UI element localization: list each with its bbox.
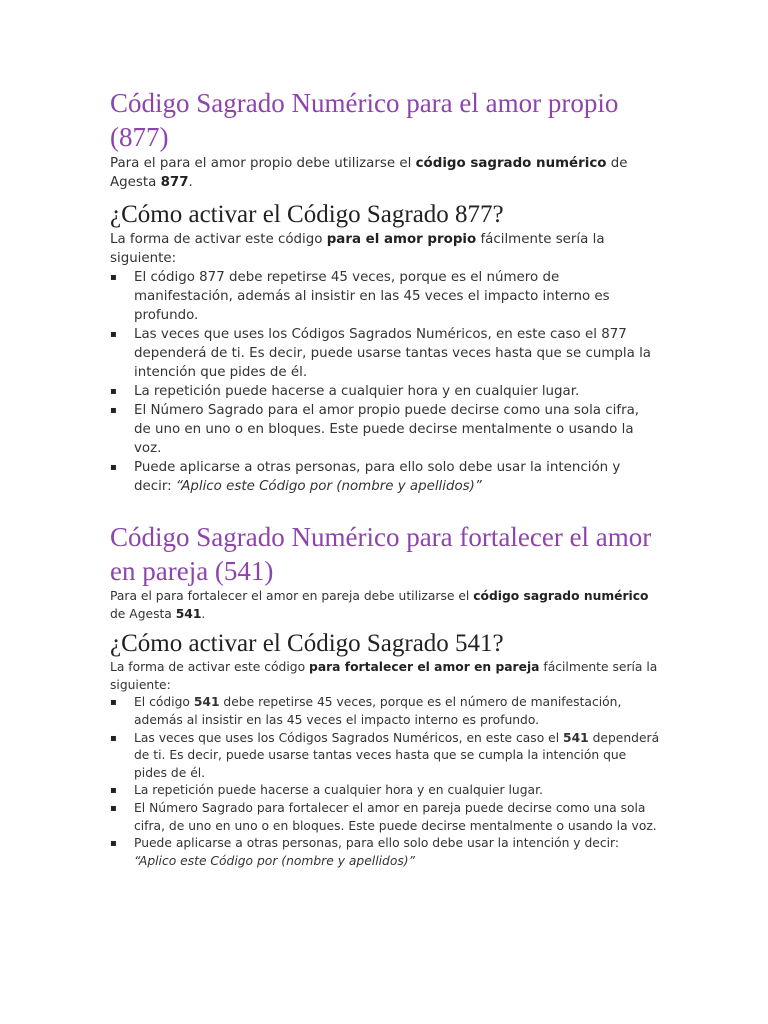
- section-amor-pareja: [110, 520, 660, 870]
- bullet-icon: ▪: [110, 405, 117, 416]
- list-item: ▪ El código 541 debe repetirse 45 veces, porque es el número de manifestación, además al insistir en las 45 veces el impacto interno es profundo.: [110, 695, 622, 727]
- bullet-icon: ▪: [110, 272, 117, 283]
- document-page: [110, 86, 660, 870]
- section-lead: La forma de activar este código para el amor propio fácilmente sería la siguiente:: [110, 232, 605, 266]
- section-subtitle: ¿Cómo activar el Código Sagrado 877?: [110, 201, 504, 228]
- list-item: ▪ La repetición puede hacerse a cualquier hora y en cualquier lugar.: [110, 384, 580, 399]
- list-item: ▪ Puede aplicarse a otras personas, para ello solo debe usar la intención y decir: “Aplico este Código por (nombre y apellidos)”: [110, 460, 621, 494]
- bullet-icon: ▪: [110, 386, 117, 397]
- section-amor-propio: [110, 86, 660, 496]
- list-item: ▪ El código 877 debe repetirse 45 veces, porque es el número de manifestación, además al insistir en las 45 veces el impacto interno es profundo.: [110, 270, 610, 323]
- bullet-icon: ▪: [110, 732, 117, 744]
- bullet-icon: ▪: [110, 329, 117, 340]
- bullet-icon: ▪: [110, 838, 117, 850]
- bullet-icon: ▪: [110, 462, 117, 473]
- list-item: ▪ La repetición puede hacerse a cualquier hora y en cualquier lugar.: [110, 782, 660, 800]
- section-title: Código Sagrado Numérico para el amor propio (877): [110, 88, 619, 152]
- bullet-list: [110, 268, 660, 496]
- bullet-icon: ▪: [110, 697, 117, 709]
- bullet-icon: ▪: [110, 785, 117, 797]
- section-intro: Para el para el amor propio debe utilizarse el código sagrado numérico de Agesta 877.: [110, 156, 628, 190]
- section-title: Código Sagrado Numérico para fortalecer el amor en pareja (541): [110, 522, 652, 586]
- list-item: ▪ Las veces que uses los Códigos Sagrados Numéricos, en este caso el 877 dependerá de ti. Es decir, puede usarse tantas veces hasta que se cumpla la intención que pides de él.: [110, 327, 652, 380]
- section-lead: La forma de activar este código para fortalecer el amor en pareja fácilmente sería la siguiente:: [110, 660, 658, 692]
- section-subtitle: ¿Cómo activar el Código Sagrado 541?: [110, 630, 504, 658]
- list-item: ▪ Las veces que uses los Códigos Sagrados Numéricos, en este caso el 541 dependerá de ti. Es decir, puede usarse tantas veces hasta que se cumpla la intención que pides de él.: [110, 730, 660, 780]
- list-item: ▪ El Número Sagrado para fortalecer el amor en pareja puede decirse como una sola cifra, de uno en uno o en bloques. Este puede decirse mentalmente o usando la voz.: [110, 800, 657, 833]
- list-item: ▪ Puede aplicarse a otras personas, para ello solo debe usar la intención y decir: “Aplico este Código por (nombre y apellidos)”: [110, 836, 620, 868]
- section-intro: Para el para fortalecer el amor en pareja debe utilizarse el código sagrado numérico de Agesta 541.: [110, 589, 649, 621]
- list-item: ▪ El Número Sagrado para el amor propio puede decirse como una sola cifra, de uno en uno o en bloques. Este puede decirse mentalmente o usando la voz.: [110, 403, 640, 456]
- bullet-icon: ▪: [110, 802, 117, 814]
- bullet-list: [110, 694, 660, 870]
